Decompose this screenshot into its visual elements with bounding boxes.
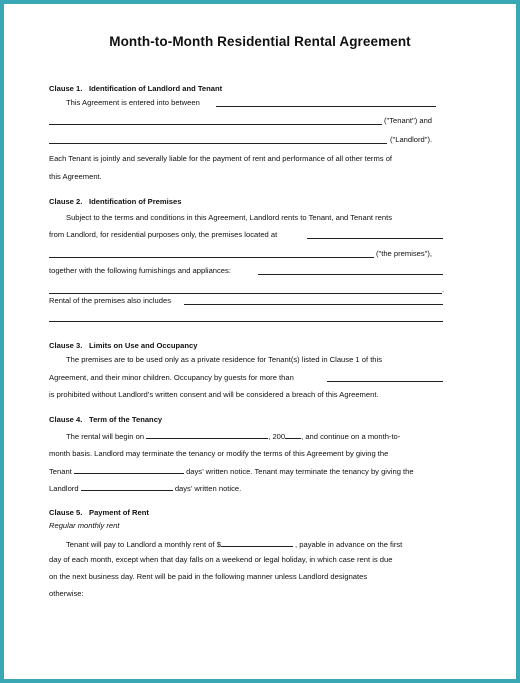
clause-5-text-1b: , payable in advance on the first bbox=[295, 540, 403, 549]
landlord-notice-days-blank[interactable] bbox=[74, 465, 184, 474]
clause-3-number: Clause 3. bbox=[49, 341, 83, 350]
landlord-name-blank[interactable] bbox=[49, 143, 387, 144]
clause-5-text-1a: Tenant will pay to Landlord a monthly rent of $ bbox=[66, 540, 221, 549]
clause-1-line-2-end: ("Tenant") and bbox=[384, 116, 433, 125]
clause-5-line-1 bbox=[66, 538, 402, 550]
clause-4-number: Clause 4. bbox=[49, 415, 83, 424]
clause-4-title: Term of the Tenancy bbox=[89, 415, 163, 424]
clause-3-title: Limits on Use and Occupancy bbox=[89, 341, 198, 350]
rental-includes-blank-1[interactable] bbox=[184, 304, 443, 305]
clause-5-line-4: otherwise: bbox=[49, 589, 84, 598]
clause-5-subheading: Regular monthly rent bbox=[49, 521, 120, 530]
clause-4-heading bbox=[49, 415, 162, 425]
clause-1-line-1 bbox=[66, 98, 200, 108]
clause-2-number: Clause 2. bbox=[49, 197, 83, 206]
clause-2-line-2: from Landlord, for residential purposes only, the premises located at bbox=[49, 230, 278, 239]
tenant-name-blank[interactable] bbox=[49, 124, 382, 125]
clause-4-line-1 bbox=[66, 430, 400, 442]
clause-4-line-3 bbox=[49, 465, 414, 477]
clause-2-title: Identification of Premises bbox=[89, 197, 182, 206]
document-page bbox=[4, 4, 516, 679]
clause-1-line-5: this Agreement. bbox=[49, 172, 102, 181]
clause-3-line-3: is prohibited without Landlord’s written consent and will be considered a breach of this Agreement. bbox=[49, 390, 379, 399]
clause-1-line-4: Each Tenant is jointly and severally liable for the payment of rent and performance of all other terms of bbox=[49, 154, 393, 163]
guest-limit-blank[interactable] bbox=[327, 381, 443, 382]
clause-3-line-1: The premises are to be used only as a private residence for Tenant(s) listed in Clause 1 of this bbox=[66, 355, 383, 364]
clause-4-text-1c: , and continue on a month-to- bbox=[301, 432, 401, 441]
clause-4-text-4a: Landlord bbox=[49, 484, 79, 493]
clause-2-line-1: Subject to the terms and conditions in this Agreement, Landlord rents to Tenant, and Tenant rents bbox=[66, 213, 393, 222]
clause-2-line-5-end: . bbox=[442, 285, 445, 294]
clause-4-text-4b: days’ written notice. bbox=[174, 484, 242, 493]
clause-5-heading bbox=[49, 508, 149, 518]
furnishings-blank-1[interactable] bbox=[258, 274, 443, 275]
premises-address-blank-2[interactable] bbox=[49, 257, 374, 258]
rental-includes-blank-2[interactable] bbox=[49, 321, 443, 322]
clause-4-text-1b: , 200 bbox=[268, 432, 286, 441]
clause-1-line-3-end: ("Landlord"). bbox=[390, 135, 433, 144]
start-year-blank[interactable] bbox=[285, 430, 301, 439]
clause-4-line-2: month basis. Landlord may terminate the tenancy or modify the terms of this Agreement by giving the bbox=[49, 449, 389, 458]
clause-5-number: Clause 5. bbox=[49, 508, 83, 517]
clause-4-text-1a: The rental will begin on bbox=[66, 432, 145, 441]
clause-2-line-4: together with the following furnishings and appliances: bbox=[49, 266, 231, 275]
start-date-blank[interactable] bbox=[146, 430, 268, 439]
clause-1-number: Clause 1. bbox=[49, 84, 83, 93]
clause-2-heading bbox=[49, 197, 181, 207]
premises-address-blank-1[interactable] bbox=[307, 238, 443, 239]
clause-3-line-2: Agreement, and their minor children. Occupancy by guests for more than bbox=[49, 373, 294, 382]
clause-1-title: Identification of Landlord and Tenant bbox=[89, 84, 223, 93]
clause-2-line-3-end: ("the premises"), bbox=[376, 249, 433, 258]
clause-5-line-3: on the next business day. Rent will be paid in the following manner unless Landlord designates bbox=[49, 572, 368, 581]
furnishings-blank-2[interactable] bbox=[49, 293, 442, 294]
clause-4-line-4 bbox=[49, 482, 241, 494]
clause-4-text-3b: days’ written notice. Tenant may terminate the tenancy by giving the bbox=[186, 467, 414, 476]
clause-5-title: Payment of Rent bbox=[89, 508, 149, 517]
document-title: Month-to-Month Residential Rental Agreement bbox=[109, 34, 411, 49]
clause-3-heading bbox=[49, 341, 197, 351]
clause-1-text-1: This Agreement is entered into between bbox=[66, 98, 200, 107]
landlord-tenant-blank-1[interactable] bbox=[216, 106, 436, 107]
monthly-rent-blank[interactable] bbox=[221, 538, 293, 547]
clause-5-line-2: day of each month, except when that day falls on a weekend or legal holiday, in which case rent is due bbox=[49, 555, 393, 564]
tenant-notice-days-blank[interactable] bbox=[81, 482, 173, 491]
clause-1-heading bbox=[49, 84, 222, 94]
clause-4-text-3a: Tenant bbox=[49, 467, 72, 476]
clause-2-line-6: Rental of the premises also includes bbox=[49, 296, 171, 305]
